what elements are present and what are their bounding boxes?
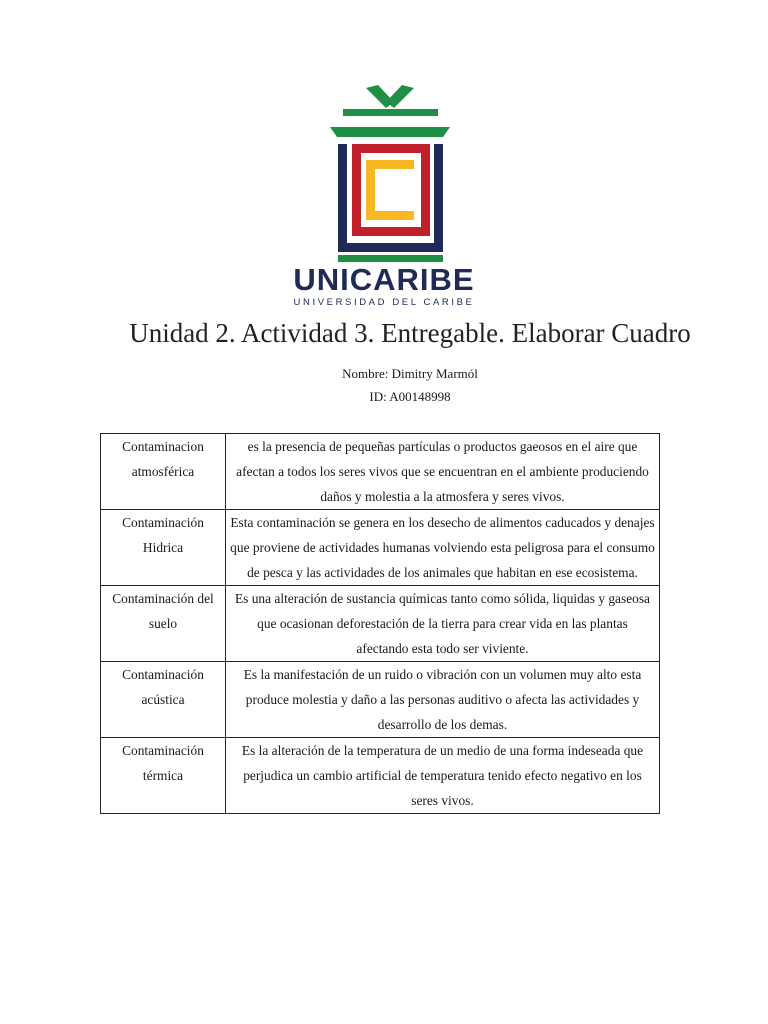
table-row (101, 510, 660, 586)
brand-name: UNICARIBE (293, 262, 475, 297)
table-cell-term: Contaminación acústica (101, 662, 226, 738)
contamination-table (100, 433, 660, 814)
table-row (101, 738, 660, 814)
brand-subtitle: UNIVERSIDAD DEL CARIBE (293, 297, 475, 308)
table-row (101, 586, 660, 662)
student-id: ID: A00148998 (369, 389, 451, 404)
logo-emblem-icon (300, 82, 480, 262)
table-cell-description: Es la alteración de la temperatura de un medio de una forma indeseada que perjudica un cambio artificial de temperatura tenido efecto negativo en los seres vivos. (226, 738, 660, 814)
table-cell-term: Contaminación térmica (101, 738, 226, 814)
document-title: Unidad 2. Actividad 3. Entregable. Elaborar Cuadro (129, 318, 691, 348)
table-cell-term: Contaminación del suelo (101, 586, 226, 662)
table-cell-description: Es una alteración de sustancia químicas tanto como sólida, liquidas y gaseosa que ocasionan deforestación de la tierra para crear vida en las plantas afectando esta todo ser viviente. (226, 586, 660, 662)
table-cell-description: Es la manifestación de un ruido o vibración con un volumen muy alto esta produce molestia y daño a las personas auditivo o afecta las actividades y desarrollo de los demas. (226, 662, 660, 738)
student-name: Nombre: Dimitry Marmól (342, 366, 478, 381)
table-cell-term: Contaminación Hidrica (101, 510, 226, 586)
table-cell-term: Contaminacion atmosférica (101, 434, 226, 510)
table-row (101, 434, 660, 510)
table-row (101, 662, 660, 738)
table-cell-description: Esta contaminación se genera en los desecho de alimentos caducados y denajes que proviene de actividades humanas volviendo esta peligrosa para el consumo de pesca y las actividades de los animales que habitan en ese ecosistema. (226, 510, 660, 586)
table-cell-description: es la presencia de pequeñas partículas o productos gaeosos en el aire que afectan a todos los seres vivos que se encuentran en el ambiente produciendo daños y molestia a la atmosfera y seres vivos. (226, 434, 660, 510)
